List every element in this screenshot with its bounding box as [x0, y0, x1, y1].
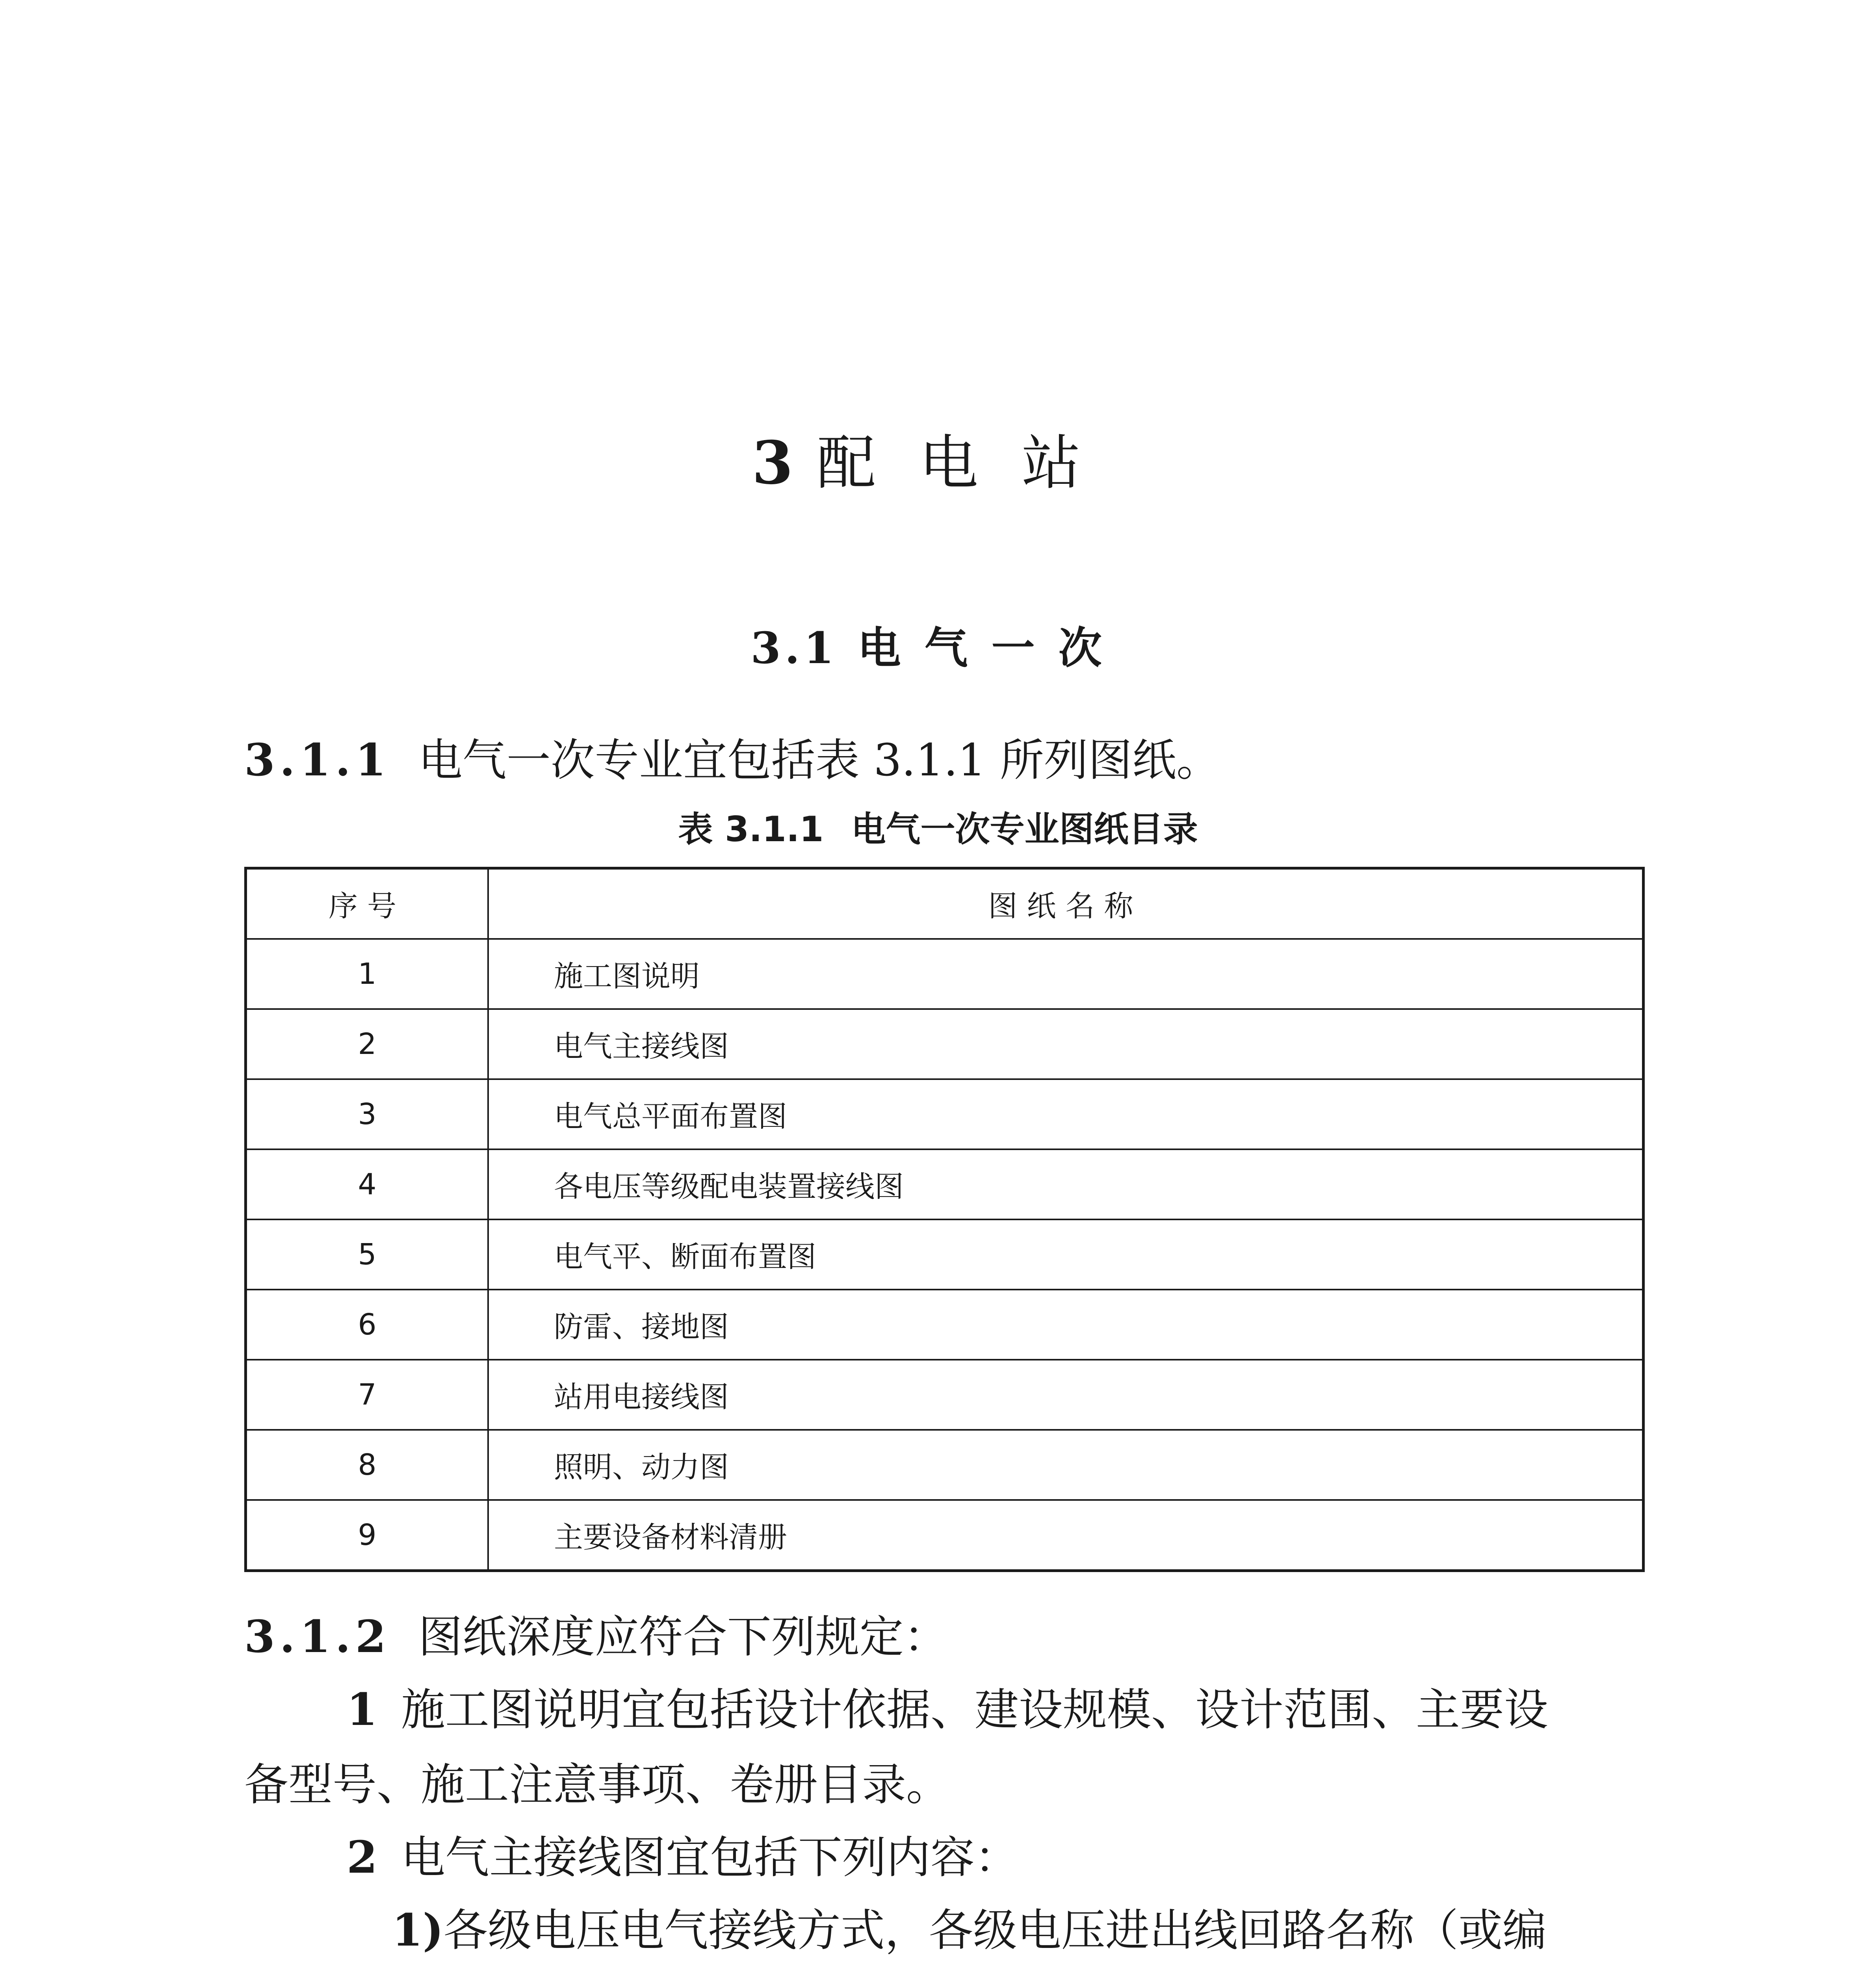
section-title: 电气一次	[857, 623, 1126, 673]
table-row	[246, 1430, 1644, 1500]
row-number: 7	[246, 1360, 489, 1430]
chapter-heading	[0, 424, 1876, 503]
clause-number: 3.1.1	[244, 734, 391, 786]
row-number: 8	[246, 1430, 489, 1500]
row-drawing-name: 主要设备材料清册	[488, 1500, 1644, 1571]
table-row	[246, 1360, 1644, 1430]
table-row	[246, 939, 1644, 1009]
table-row	[246, 1149, 1644, 1219]
table-header-row	[246, 868, 1644, 939]
row-number: 1	[246, 939, 489, 1009]
row-number: 3	[246, 1079, 489, 1149]
header-serial-number: 序号	[246, 868, 489, 939]
clause-3-1-1	[244, 731, 1220, 790]
table-row	[246, 1009, 1644, 1079]
row-number: 6	[246, 1290, 489, 1360]
row-number: 4	[246, 1149, 489, 1219]
chapter-number: 3	[752, 428, 793, 498]
table-row	[246, 1290, 1644, 1360]
row-drawing-name: 电气主接线图	[488, 1009, 1644, 1079]
row-drawing-name: 各电压等级配电装置接线图	[488, 1149, 1644, 1219]
item-1-line-2	[244, 1755, 950, 1814]
row-drawing-name: 电气总平面布置图	[488, 1079, 1644, 1149]
table-row	[246, 1079, 1644, 1149]
subitem-text: 各级电压电气接线方式，各级电压进出线回路名称（或编	[443, 1905, 1547, 1956]
clause-text: 电气一次专业宜包括表 3.1.1 所列图纸。	[418, 735, 1220, 786]
chapter-title: 配电站	[817, 429, 1124, 498]
item-text: 施工图说明宜包括设计依据、建设规模、设计范围、主要设	[401, 1684, 1548, 1736]
table-row	[246, 1219, 1644, 1290]
subitem-number: 1)	[392, 1905, 444, 1956]
table-caption-title: 电气一次专业图纸目录	[851, 809, 1198, 849]
row-drawing-name: 防雷、接地图	[488, 1290, 1644, 1360]
row-number: 5	[246, 1219, 489, 1290]
subitem-2-1-line-1	[392, 1901, 1547, 1960]
table-caption	[0, 806, 1876, 853]
item-number: 2	[347, 1832, 377, 1883]
item-text-continued: 备型号、施工注意事项、卷册目录。	[244, 1759, 950, 1810]
clause-3-1-2	[244, 1608, 948, 1667]
clause-text: 图纸深度应符合下列规定：	[418, 1611, 948, 1663]
section-number: 3.1	[750, 623, 838, 673]
row-drawing-name: 电气平、断面布置图	[488, 1219, 1644, 1290]
header-drawing-name: 图纸名称	[488, 868, 1644, 939]
table-caption-label: 表 3.1.1	[678, 809, 824, 849]
item-text: 电气主接线图宜包括下列内容：	[401, 1832, 1019, 1883]
row-drawing-name: 施工图说明	[488, 939, 1644, 1009]
section-heading	[0, 619, 1876, 678]
item-number: 1	[347, 1684, 377, 1736]
drawing-list-table	[244, 867, 1645, 1572]
row-number: 9	[246, 1500, 489, 1571]
item-1-line-1	[347, 1680, 1548, 1740]
item-2	[347, 1828, 1019, 1887]
clause-number: 3.1.2	[244, 1611, 391, 1663]
row-number: 2	[246, 1009, 489, 1079]
row-drawing-name: 照明、动力图	[488, 1430, 1644, 1500]
row-drawing-name: 站用电接线图	[488, 1360, 1644, 1430]
table-row	[246, 1500, 1644, 1571]
